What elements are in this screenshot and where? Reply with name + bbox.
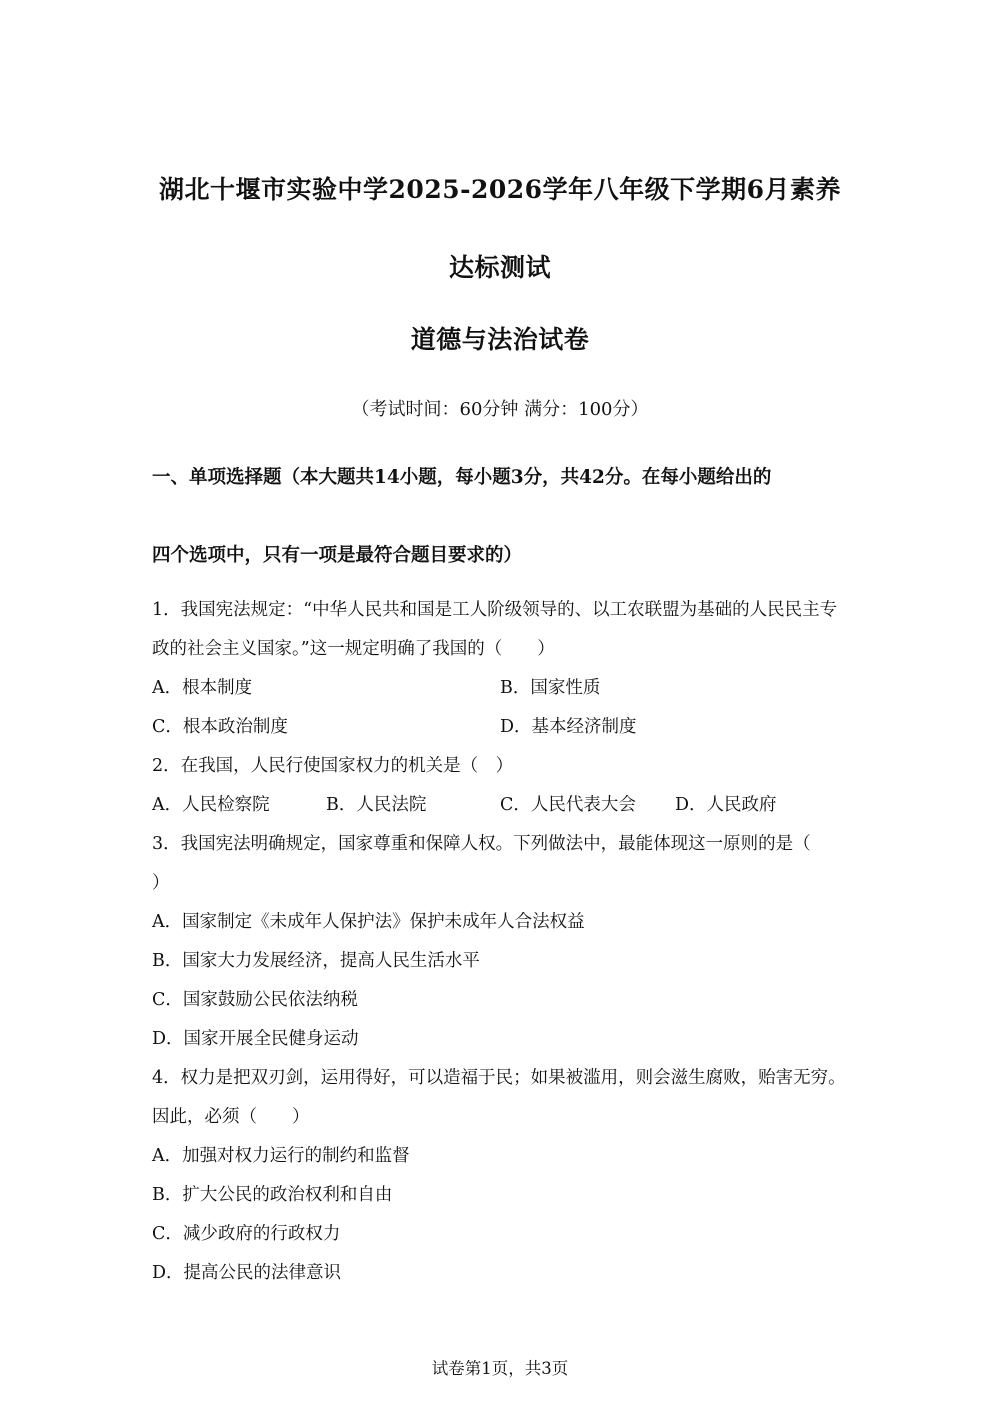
question-4-stem-line1: 4．权力是把双刃剑，运用得好，可以造福于民；如果被滥用，则会滋生腐败，贻害无穷。 (152, 1068, 846, 1088)
question-3-option-c[interactable]: C．国家鼓励公民依法纳税 (152, 990, 358, 1010)
question-2-option-b[interactable]: B．人民法院 (326, 795, 427, 815)
question-2-option-a[interactable]: A．人民检察院 (152, 795, 270, 815)
question-4-option-a[interactable]: A．加强对权力运行的制约和监督 (152, 1146, 410, 1166)
question-1-option-a[interactable]: A．根本制度 (152, 678, 253, 698)
exam-subject: 道德与法治试卷 (410, 325, 590, 354)
question-2-stem: 2．在我国，人民行使国家权力的机关是（ ） (152, 756, 514, 776)
question-1-option-d[interactable]: D．基本经济制度 (500, 717, 637, 737)
question-2-option-c[interactable]: C．人民代表大会 (500, 795, 636, 815)
page-footer: 试卷第1页，共3页 (431, 1359, 569, 1378)
section1-heading-line2: 四个选项中，只有一项是最符合题目要求的） (152, 545, 523, 566)
question-1-stem-line2: 政的社会主义国家。”这一规定明确了我国的（ ） (152, 639, 555, 659)
question-4-option-d[interactable]: D．提高公民的法律意识 (152, 1263, 342, 1283)
question-3-stem-line2: ） (152, 873, 170, 893)
question-4-option-b[interactable]: B．扩大公民的政治权利和自由 (152, 1185, 393, 1205)
question-3-option-d[interactable]: D．国家开展全民健身运动 (152, 1029, 359, 1049)
exam-title-line1: 湖北十堰市实验中学2025-2026学年八年级下学期6月素养 (159, 175, 841, 204)
question-2-option-d[interactable]: D．人民政府 (675, 795, 777, 815)
question-1-stem-line1: 1．我国宪法规定：“中华人民共和国是工人阶级领导的、以工农联盟为基础的人民民主专 (152, 600, 838, 620)
question-1-option-b[interactable]: B．国家性质 (500, 678, 601, 698)
question-4-option-c[interactable]: C．减少政府的行政权力 (152, 1224, 341, 1244)
question-1-option-c[interactable]: C．根本政治制度 (152, 717, 288, 737)
section1-heading-line1: 一、单项选择题（本大题共14小题，每小题3分，共42分。在每小题给出的 (152, 467, 772, 488)
question-3-option-b[interactable]: B．国家大力发展经济，提高人民生活水平 (152, 951, 480, 971)
question-3-option-a[interactable]: A．国家制定《未成年人保护法》保护未成年人合法权益 (152, 912, 585, 932)
exam-title-line2: 达标测试 (448, 253, 551, 282)
exam-info: （考试时间：60分钟 满分：100分） (351, 399, 649, 420)
question-3-stem-line1: 3．我国宪法明确规定，国家尊重和保障人权。下列做法中，最能体现这一原则的是（ (152, 834, 811, 854)
question-4-stem-line2: 因此，必须（ ） (152, 1107, 310, 1127)
